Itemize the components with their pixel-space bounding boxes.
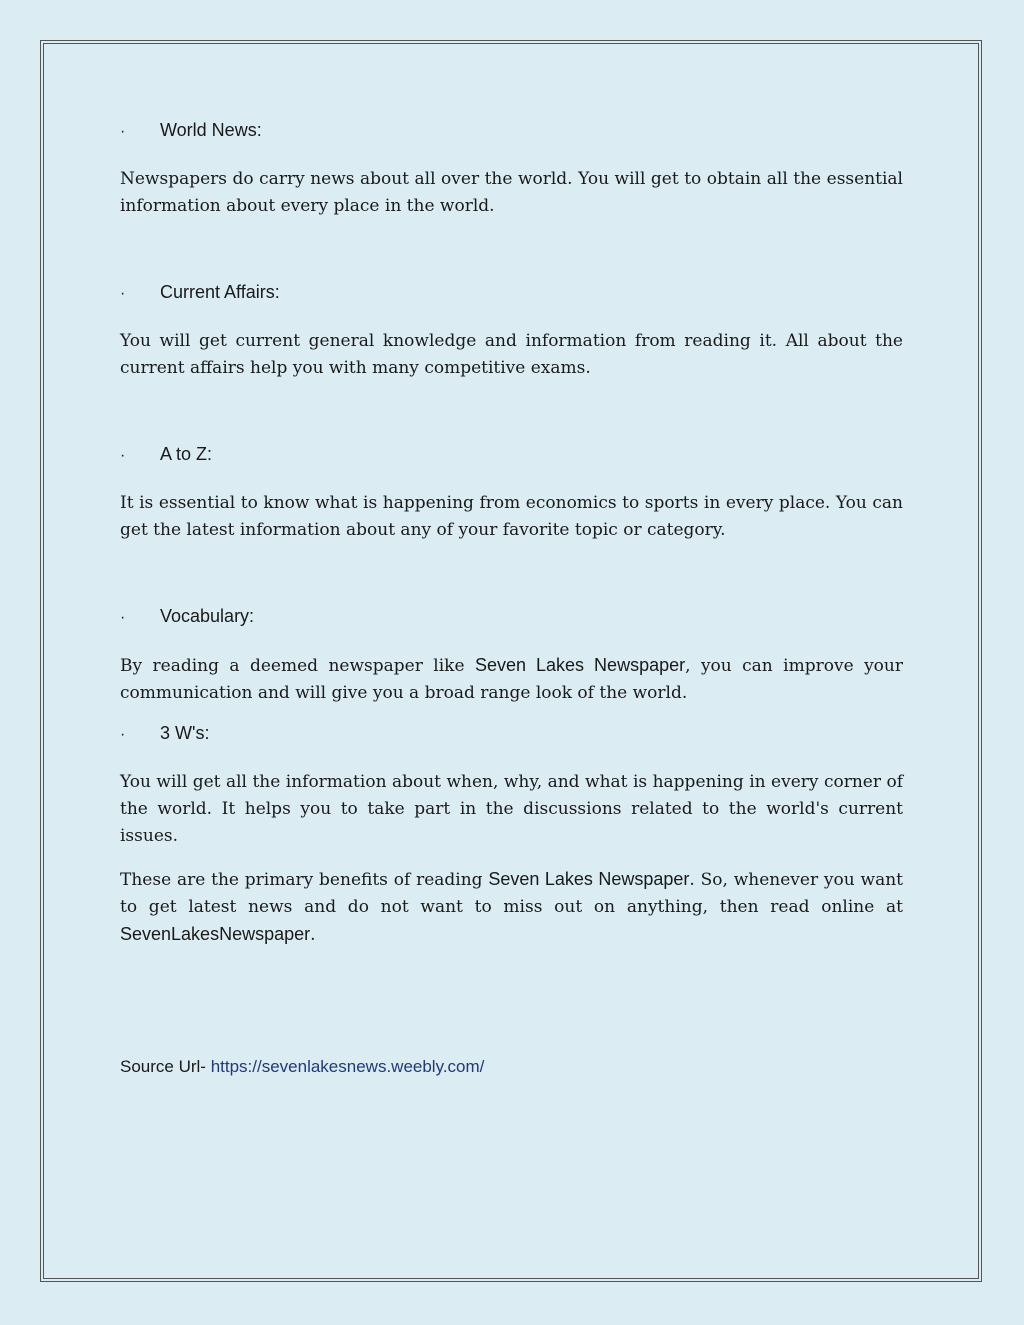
paragraph-world-news: Newspapers do carry news about all over the world. You will get to obtain all the essential information about every place in the world. bbox=[120, 169, 903, 216]
heading-text: 3 W's: bbox=[160, 723, 210, 743]
paragraph-3ws: You will get all the information about when, why, and what is happening in every corner of the world. It helps you to take part in the discussions related to the world's current issues. bbox=[120, 772, 903, 846]
heading-text: Vocabulary: bbox=[160, 606, 255, 626]
section-heading-current-affairs bbox=[120, 282, 903, 308]
heading-text: World News: bbox=[160, 120, 262, 140]
source-line bbox=[120, 1057, 903, 1077]
paragraph-text: , you can improve your communication and will give you a broad range look of the world. bbox=[120, 656, 903, 703]
source-url-link[interactable]: https://sevenlakesnews.weebly.com/ bbox=[210, 1057, 485, 1076]
section-heading-a-to-z bbox=[120, 444, 903, 470]
bullet-icon: · bbox=[120, 726, 126, 743]
brand-name: Seven Lakes Newspaper bbox=[488, 869, 690, 889]
paragraph-text: By reading a deemed newspaper like bbox=[120, 656, 475, 676]
paragraph-text: . bbox=[310, 925, 316, 945]
bullet-icon: · bbox=[120, 447, 126, 464]
section-heading-3ws bbox=[120, 723, 903, 749]
heading-text: Current Affairs: bbox=[160, 282, 280, 302]
source-label: Source Url- bbox=[120, 1057, 211, 1076]
bullet-icon: · bbox=[120, 285, 126, 302]
paragraph-a-to-z: It is essential to know what is happening from economics to sports in every place. You can get the latest information about any of your favorite topic or category. bbox=[120, 493, 903, 540]
brand-name: Seven Lakes Newspaper bbox=[474, 655, 686, 675]
bullet-icon: · bbox=[120, 609, 126, 626]
paragraph-vocabulary bbox=[120, 652, 903, 707]
section-heading-vocabulary bbox=[120, 606, 903, 632]
paragraph-text: . So, whenever you want to get latest news and do not want to miss out on anything, then read online at bbox=[120, 870, 904, 917]
document-body bbox=[120, 120, 903, 1077]
heading-text: A to Z: bbox=[160, 444, 213, 464]
section-heading-world-news bbox=[120, 120, 903, 146]
paragraph-closing bbox=[120, 866, 903, 949]
paragraph-current-affairs: You will get current general knowledge and information from reading it. All about the current affairs help you with many competitive exams. bbox=[120, 331, 903, 378]
brand-name: SevenLakesNewspaper bbox=[120, 924, 311, 944]
paragraph-text: These are the primary benefits of reading bbox=[120, 870, 489, 890]
bullet-icon: · bbox=[120, 123, 126, 140]
